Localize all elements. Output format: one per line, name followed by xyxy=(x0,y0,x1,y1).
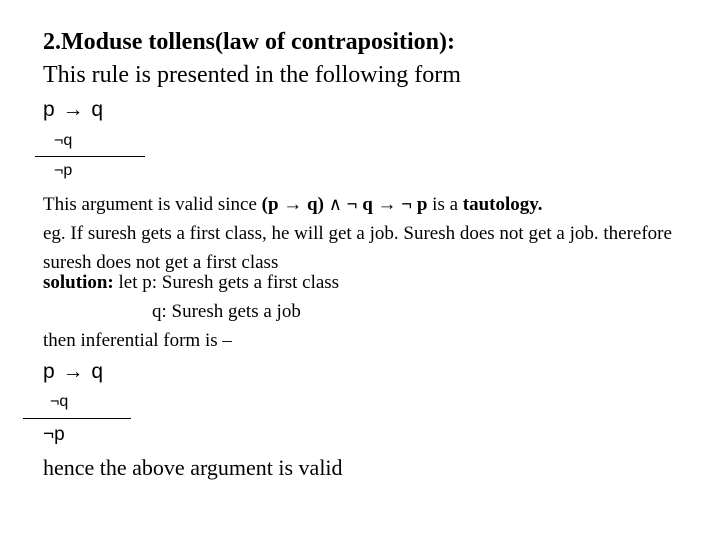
form1-premise1: p → q xyxy=(43,98,105,121)
validity-middle: is a xyxy=(427,194,463,215)
validity-prefix: This argument is valid since xyxy=(43,194,262,215)
tautology-term: tautology. xyxy=(462,194,543,215)
and-symbol: ∧ xyxy=(328,194,342,215)
form1-premise2: ¬q xyxy=(54,132,73,149)
inferential-form-text: then inferential form is – xyxy=(43,330,232,351)
form2-premise2: ¬q xyxy=(50,393,69,410)
form1-inference-line xyxy=(35,156,145,157)
solution-label: solution: xyxy=(43,272,114,293)
intro-text: This rule is presented in the following form xyxy=(43,62,461,88)
solution-line-q: q: Suresh gets a job xyxy=(152,301,301,322)
solution-line-p xyxy=(43,272,339,294)
solution-p: let p: Suresh gets a first class xyxy=(113,272,340,293)
form2-conclusion: ¬p xyxy=(43,424,65,445)
form1-conclusion: ¬p xyxy=(54,162,73,179)
example-text: eg. If suresh gets a first class, he will get a job. Suresh does not get a job. therefore suresh does not get a first class xyxy=(43,223,672,273)
form2-premise1: p → q xyxy=(43,360,105,383)
validity-and-example-paragraph xyxy=(43,190,683,277)
validity-expr-part2: ¬ q → ¬ p xyxy=(341,194,428,215)
section-heading: 2.Moduse tollens(law of contraposition): xyxy=(43,29,455,55)
validity-expr-part1: (p → q) xyxy=(261,194,329,215)
form2-inference-line xyxy=(23,418,131,419)
conclusion-text: hence the above argument is valid xyxy=(43,455,343,480)
